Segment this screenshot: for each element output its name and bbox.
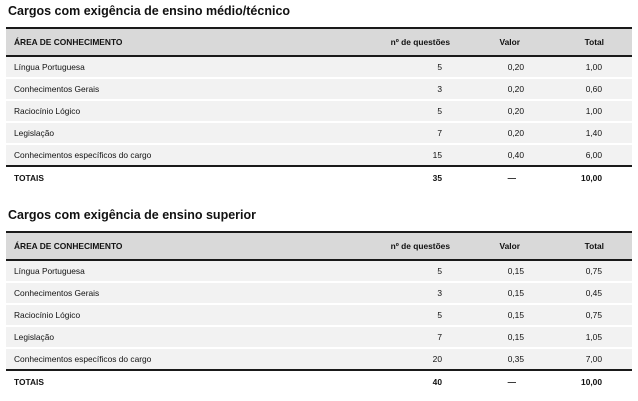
cell-area: Legislação (6, 326, 320, 348)
cell-area: Raciocínio Lógico (6, 100, 320, 122)
table-row (6, 100, 632, 122)
section-title: Cargos com exigência de ensino superior (8, 208, 256, 222)
cell-total: 1,40 (532, 122, 632, 144)
cell-total: 0,75 (532, 260, 632, 282)
section-title: Cargos com exigência de ensino médio/técnico (8, 4, 291, 18)
cell-total: 1,00 (532, 56, 632, 78)
cell-value: 0,35 (470, 348, 532, 370)
table-row (6, 122, 632, 144)
totals-label: TOTAIS (6, 370, 320, 393)
cell-questions: 20 (320, 348, 470, 370)
cell-total: 7,00 (532, 348, 632, 370)
cell-total: 1,05 (532, 326, 632, 348)
table-row (6, 260, 632, 282)
totals-total: 10,00 (532, 370, 632, 393)
table-row (6, 144, 632, 166)
table-row (6, 326, 632, 348)
totals-row (6, 166, 632, 189)
header-value: Valor (470, 232, 532, 260)
header-questions: nº de questões (320, 28, 470, 56)
scores-table (6, 231, 632, 393)
table-row (6, 348, 632, 370)
cell-questions: 7 (320, 326, 470, 348)
cell-value: 0,15 (470, 304, 532, 326)
totals-questions: 35 (320, 166, 470, 189)
totals-label: TOTAIS (6, 166, 320, 189)
cell-area: Língua Portuguesa (6, 260, 320, 282)
header-total: Total (532, 28, 632, 56)
cell-value: 0,20 (470, 100, 532, 122)
cell-value: 0,15 (470, 326, 532, 348)
table-row (6, 56, 632, 78)
header-questions: nº de questões (320, 232, 470, 260)
table-header-row (6, 232, 632, 260)
header-total: Total (532, 232, 632, 260)
totals-value: — (470, 370, 532, 393)
cell-value: 0,15 (470, 260, 532, 282)
header-area: ÁREA DE CONHECIMENTO (6, 232, 320, 260)
cell-value: 0,20 (470, 78, 532, 100)
cell-area: Conhecimentos Gerais (6, 282, 320, 304)
cell-total: 0,60 (532, 78, 632, 100)
cell-area: Conhecimentos específicos do cargo (6, 144, 320, 166)
cell-questions: 3 (320, 78, 470, 100)
table-header-row (6, 28, 632, 56)
cell-total: 6,00 (532, 144, 632, 166)
scores-table (6, 27, 632, 189)
cell-value: 0,20 (470, 56, 532, 78)
cell-questions: 5 (320, 304, 470, 326)
table-row (6, 282, 632, 304)
cell-area: Raciocínio Lógico (6, 304, 320, 326)
header-value: Valor (470, 28, 532, 56)
table-row (6, 78, 632, 100)
cell-questions: 15 (320, 144, 470, 166)
totals-row (6, 370, 632, 393)
cell-questions: 5 (320, 56, 470, 78)
cell-value: 0,40 (470, 144, 532, 166)
cell-total: 0,75 (532, 304, 632, 326)
cell-value: 0,15 (470, 282, 532, 304)
cell-area: Conhecimentos Gerais (6, 78, 320, 100)
totals-questions: 40 (320, 370, 470, 393)
cell-area: Legislação (6, 122, 320, 144)
cell-total: 0,45 (532, 282, 632, 304)
cell-area: Língua Portuguesa (6, 56, 320, 78)
cell-total: 1,00 (532, 100, 632, 122)
cell-questions: 5 (320, 260, 470, 282)
totals-total: 10,00 (532, 166, 632, 189)
totals-value: — (470, 166, 532, 189)
cell-questions: 5 (320, 100, 470, 122)
table-row (6, 304, 632, 326)
cell-value: 0,20 (470, 122, 532, 144)
cell-questions: 7 (320, 122, 470, 144)
cell-questions: 3 (320, 282, 470, 304)
cell-area: Conhecimentos específicos do cargo (6, 348, 320, 370)
header-area: ÁREA DE CONHECIMENTO (6, 28, 320, 56)
